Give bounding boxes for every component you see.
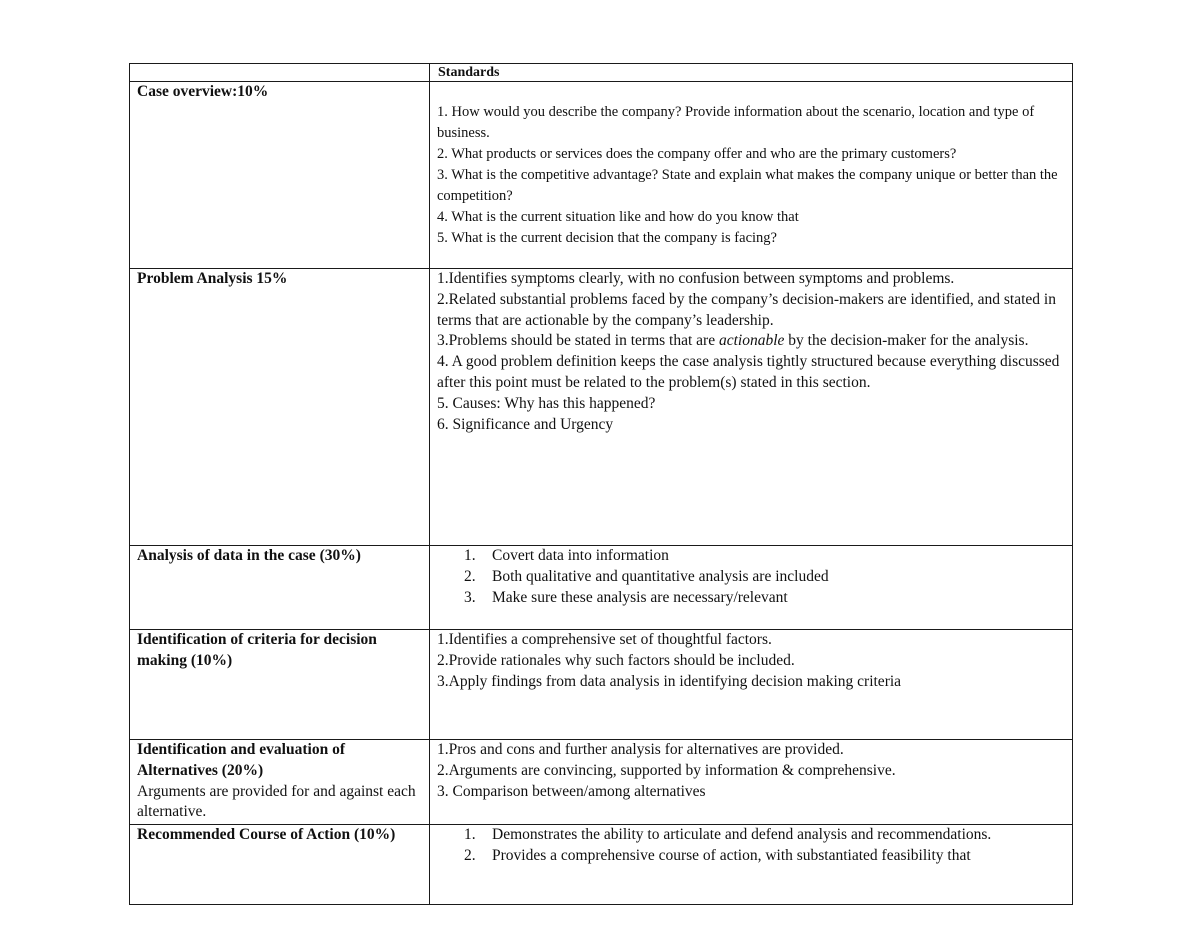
rubric-row-criteria: [130, 630, 1073, 740]
list-item-text: Demonstrates the ability to articulate and defend analysis and recommendations.: [492, 826, 992, 843]
criterion-label: Recommended Course of Action (10%): [137, 826, 396, 843]
criterion-label: Identification and evaluation of Alternatives (20%): [137, 741, 345, 779]
rubric-row-problem-analysis: [130, 269, 1073, 546]
standard-item: 3. What is the competitive advantage? State and explain what makes the company unique or better than the competition?: [437, 167, 1058, 204]
standard-item: 2.Provide rationales why such factors should be included.: [437, 651, 795, 669]
rubric-row-alternatives: [130, 740, 1073, 825]
standard-item-start: 3.Problems should be stated in terms that are: [437, 332, 716, 350]
rubric-row-recommendation: [130, 825, 1073, 905]
list-item-text: Both qualitative and quantitative analysis are included: [492, 567, 829, 585]
standards-list: [437, 546, 1065, 608]
standard-item: 4. What is the current situation like and how do you know that: [437, 209, 799, 225]
standard-item-end: by the decision-maker for the analysis.: [788, 332, 1029, 350]
list-item-text: Provides a comprehensive course of action, with substantiated feasibility that: [492, 846, 971, 864]
standards-cell: [430, 269, 1073, 546]
list-item-text: Covert data into information: [492, 547, 669, 564]
standards-list: [437, 825, 1065, 867]
list-item: [464, 588, 1065, 609]
standard-item: 5. What is the current decision that the company is facing?: [437, 230, 777, 246]
standard-item: 2.Arguments are convincing, supported by information & comprehensive.: [437, 761, 896, 779]
standard-item: 1.Pros and cons and further analysis for alternatives are provided.: [437, 741, 844, 758]
list-number: 1.: [464, 547, 476, 564]
standard-item: 1.Identifies a comprehensive set of thoughtful factors.: [437, 631, 772, 648]
list-item-text: Make sure these analysis are necessary/relevant: [492, 588, 788, 606]
standard-item: 2. What products or services does the company offer and who are the primary customers?: [437, 146, 957, 162]
list-number: 1.: [464, 826, 476, 843]
criterion-cell: [130, 740, 430, 825]
criterion-label: Case overview:10%: [137, 83, 269, 100]
standard-item: 6. Significance and Urgency: [437, 415, 614, 433]
criterion-cell: [130, 546, 430, 630]
standard-item: 1. How would you describe the company? Provide information about the scenario, location and type of business.: [437, 104, 1035, 141]
standard-item: 4. A good problem definition keeps the case analysis tightly structured because everything discussed after this point must be related to the problem(s) stated in this section.: [437, 353, 1060, 391]
standard-item: 3. Comparison between/among alternatives: [437, 782, 706, 800]
standards-cell: [430, 740, 1073, 825]
criterion-note: Arguments are provided for and against each alternative.: [137, 782, 416, 821]
standard-item: 3.Apply findings from data analysis in identifying decision making criteria: [437, 672, 902, 690]
rubric-row-data-analysis: [130, 546, 1073, 630]
list-item: [464, 567, 1065, 588]
standards-cell: [430, 82, 1073, 269]
criterion-cell: [130, 269, 430, 546]
rubric-row-case-overview: [130, 82, 1073, 269]
rubric-table: [129, 63, 1073, 905]
list-number: 3.: [464, 588, 476, 606]
list-item: [464, 825, 1065, 846]
criterion-cell: [130, 630, 430, 740]
criterion-cell: [130, 82, 430, 269]
standards-cell: [430, 825, 1073, 905]
list-number: 2.: [464, 567, 476, 585]
spacer: [437, 82, 1065, 102]
header-standards-cell: Standards: [430, 64, 1073, 82]
criterion-cell: [130, 825, 430, 905]
standard-item: 1.Identifies symptoms clearly, with no confusion between symptoms and problems.: [437, 270, 955, 287]
standard-item: [437, 331, 1065, 352]
list-number: 2.: [464, 846, 476, 864]
criterion-label: Identification of criteria for decision making (10%): [137, 631, 377, 669]
standards-cell: [430, 546, 1073, 630]
criterion-label: Analysis of data in the case (30%): [137, 547, 361, 564]
standard-item: 2.Related substantial problems faced by the company’s decision-makers are identified, and stated in terms that are actionable by the company’s leadership.: [437, 290, 1056, 329]
list-item: [464, 846, 1065, 867]
standard-item: 5. Causes: Why has this happened?: [437, 394, 656, 412]
list-item: [464, 546, 1065, 567]
emphasis-text: actionable: [718, 332, 785, 350]
criterion-label: Problem Analysis 15%: [137, 270, 288, 287]
header-row: [130, 64, 1073, 82]
header-criteria-cell: [130, 64, 430, 82]
standards-cell: [430, 630, 1073, 740]
